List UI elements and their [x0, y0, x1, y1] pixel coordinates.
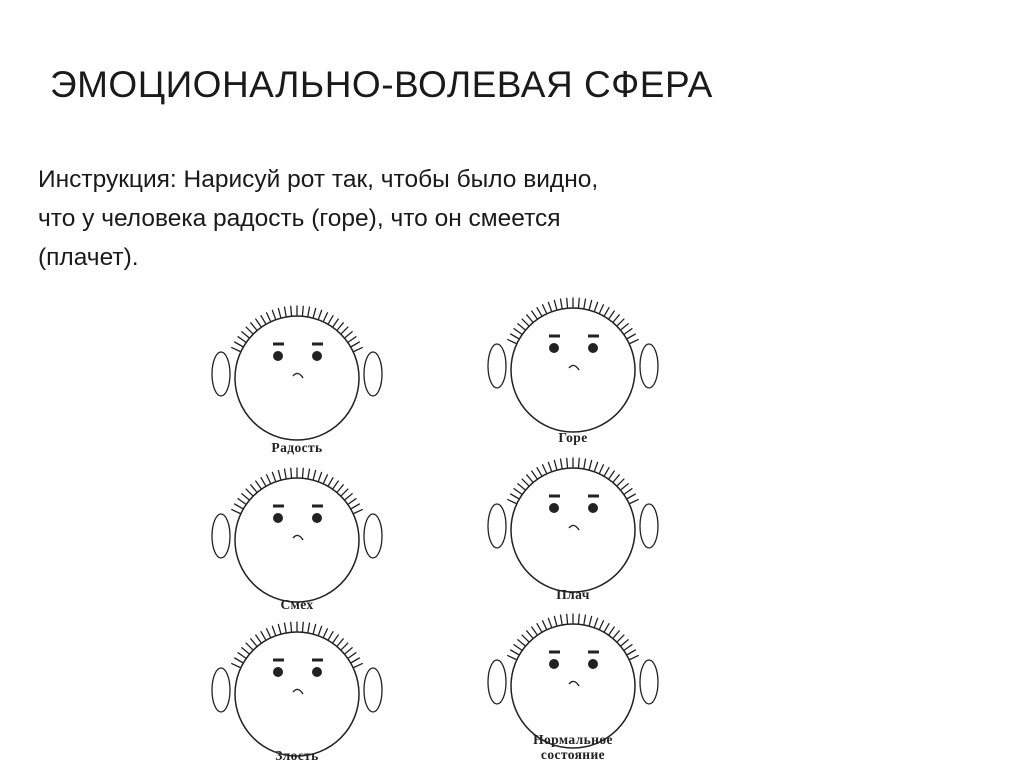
- hair-strand: [605, 308, 610, 316]
- hair-strand: [272, 626, 275, 634]
- hair-strand: [618, 635, 624, 641]
- hair-strand: [267, 313, 271, 321]
- hair-strand: [313, 308, 315, 317]
- hair-strand: [605, 624, 610, 632]
- hair-strand: [508, 656, 516, 660]
- instruction-line-3: (плачет).: [38, 244, 139, 271]
- hair-strand: [584, 459, 586, 468]
- hair-strand: [567, 614, 568, 623]
- hair-strand: [554, 300, 556, 309]
- hair-strand: [278, 624, 280, 633]
- hair-strand: [333, 635, 338, 642]
- face-grief: [478, 288, 668, 456]
- hair-strand: [238, 337, 245, 342]
- hair-strand: [630, 340, 638, 344]
- left-ear: [488, 504, 506, 548]
- hair-strand: [621, 484, 628, 490]
- hair-strand: [329, 632, 334, 640]
- hair-strand: [349, 653, 356, 658]
- face-label-crying: Плач: [556, 587, 590, 602]
- hair-strand: [543, 465, 547, 473]
- hair-strand: [284, 307, 286, 316]
- hair-strand: [628, 334, 636, 339]
- hair-strand: [261, 316, 266, 324]
- face-label-normal: [478, 732, 668, 762]
- hair-strand: [278, 308, 280, 317]
- instruction-line-1: Инструкция: Нарисуй рот так, чтобы было видно,: [38, 166, 599, 193]
- hair-strand: [625, 645, 632, 650]
- hair-strand: [313, 624, 315, 633]
- hair-strand: [302, 468, 303, 477]
- hair-strand: [342, 327, 348, 333]
- hair-strand: [337, 485, 343, 492]
- hair-strand: [319, 626, 322, 634]
- hair-strand: [319, 310, 322, 318]
- hair-strand: [595, 462, 598, 470]
- hair-strand: [352, 342, 360, 347]
- hair-strand: [354, 664, 362, 668]
- hair-strand: [589, 460, 591, 469]
- hair-strand: [518, 640, 525, 646]
- face-label-anger: Злость: [275, 748, 319, 763]
- right-eye: [588, 343, 598, 353]
- hair-strand: [324, 313, 328, 321]
- hair-strand: [238, 653, 245, 658]
- hair-strand: [609, 311, 614, 318]
- left-eye: [273, 351, 283, 361]
- head-outline: [511, 468, 635, 592]
- face-drawing-crying: [478, 448, 668, 598]
- left-ear: [212, 514, 230, 558]
- hair-strand: [527, 475, 533, 482]
- hair-strand: [609, 627, 614, 634]
- hair-strand: [548, 618, 551, 626]
- hair-strand: [567, 298, 568, 307]
- hair-strand: [621, 324, 628, 330]
- hair-strand: [278, 470, 280, 479]
- hair-strand: [313, 470, 315, 479]
- hair-strand: [508, 500, 516, 504]
- hair-strand: [532, 627, 537, 634]
- face-laughter: [202, 458, 392, 626]
- hair-strand: [235, 658, 243, 663]
- left-eye: [273, 667, 283, 677]
- hair-strand: [508, 340, 516, 344]
- hair-strand: [232, 348, 240, 352]
- hair-strand: [537, 468, 542, 476]
- hair-strand: [319, 472, 322, 480]
- hair-strand: [618, 479, 624, 485]
- hair-strand: [518, 324, 525, 330]
- hair-strand: [527, 631, 533, 638]
- hair-strand: [302, 306, 303, 315]
- hair-strand: [578, 458, 579, 467]
- hair-strand: [589, 616, 591, 625]
- hair-strand: [246, 643, 252, 649]
- hair-strand: [235, 342, 243, 347]
- hair-strand: [251, 323, 257, 330]
- hair-strand: [291, 622, 292, 631]
- hair-strand: [345, 648, 352, 654]
- hair-strand: [232, 664, 240, 668]
- left-ear: [212, 668, 230, 712]
- face-joy: [202, 296, 392, 464]
- right-ear: [640, 660, 658, 704]
- head-outline: [235, 316, 359, 440]
- hair-strand: [308, 623, 310, 632]
- right-ear: [640, 504, 658, 548]
- hair-strand: [242, 648, 249, 654]
- left-eye: [273, 513, 283, 523]
- hair-strand: [256, 319, 261, 326]
- right-eye: [312, 351, 322, 361]
- hair-strand: [613, 475, 619, 482]
- right-ear: [640, 344, 658, 388]
- hair-strand: [354, 510, 362, 514]
- hair-strand: [578, 298, 579, 307]
- hair-strand: [518, 484, 525, 490]
- face-label-normal-line-1: Нормальное: [533, 732, 613, 747]
- hair-strand: [595, 618, 598, 626]
- hair-strand: [349, 499, 356, 504]
- left-ear: [212, 352, 230, 396]
- hair-strand: [345, 494, 352, 500]
- hair-strand: [333, 481, 338, 488]
- hair-strand: [354, 348, 362, 352]
- hair-strand: [511, 650, 519, 655]
- left-ear: [488, 660, 506, 704]
- hair-strand: [613, 315, 619, 322]
- hair-strand: [251, 639, 257, 646]
- hair-strand: [578, 614, 579, 623]
- right-eye: [588, 503, 598, 513]
- hair-strand: [256, 481, 261, 488]
- hair-strand: [595, 302, 598, 310]
- hair-strand: [605, 468, 610, 476]
- hair-strand: [630, 500, 638, 504]
- hair-strand: [272, 472, 275, 480]
- hair-strand: [349, 337, 356, 342]
- right-ear: [364, 514, 382, 558]
- instruction-text: [38, 160, 778, 277]
- hair-strand: [600, 465, 604, 473]
- right-ear: [364, 668, 382, 712]
- hair-strand: [600, 621, 604, 629]
- head-outline: [511, 624, 635, 748]
- hair-strand: [589, 300, 591, 309]
- right-eye: [588, 659, 598, 669]
- hair-strand: [560, 459, 562, 468]
- hair-strand: [291, 468, 292, 477]
- hair-strand: [522, 319, 528, 325]
- face-drawing-laughter: [202, 458, 392, 608]
- left-ear: [488, 344, 506, 388]
- hair-strand: [514, 645, 521, 650]
- hair-strand: [352, 504, 360, 509]
- face-label-laughter: Смех: [280, 597, 314, 612]
- hair-strand: [302, 622, 303, 631]
- slide-title: ЭМОЦИОНАЛЬНО-ВОЛЕВАЯ СФЕРА: [50, 64, 713, 105]
- hair-strand: [625, 329, 632, 334]
- right-eye: [312, 667, 322, 677]
- hair-strand: [628, 494, 636, 499]
- head-outline: [511, 308, 635, 432]
- hair-strand: [621, 640, 628, 646]
- hair-strand: [532, 471, 537, 478]
- left-eye: [549, 343, 559, 353]
- face-drawing-joy: [202, 296, 392, 446]
- hair-strand: [630, 656, 638, 660]
- hair-strand: [329, 316, 334, 324]
- hair-strand: [342, 489, 348, 495]
- instruction-line-2: что у человека радость (горе), что он смеется: [38, 205, 561, 232]
- hair-strand: [238, 499, 245, 504]
- hair-strand: [618, 319, 624, 325]
- hair-strand: [560, 615, 562, 624]
- hair-strand: [246, 489, 252, 495]
- head-outline: [235, 632, 359, 756]
- face-label-grief: Горе: [558, 430, 588, 445]
- face-drawing-grief: [478, 288, 668, 438]
- hair-strand: [548, 462, 551, 470]
- hair-strand: [324, 475, 328, 483]
- hair-strand: [251, 485, 257, 492]
- hair-strand: [242, 494, 249, 500]
- right-eye: [312, 513, 322, 523]
- hair-strand: [267, 629, 271, 637]
- hair-strand: [514, 489, 521, 494]
- hair-strand: [543, 621, 547, 629]
- hair-strand: [511, 334, 519, 339]
- hair-strand: [333, 319, 338, 326]
- hair-strand: [511, 494, 519, 499]
- hair-strand: [600, 305, 604, 313]
- hair-strand: [522, 635, 528, 641]
- hair-strand: [609, 471, 614, 478]
- hair-strand: [261, 478, 266, 486]
- face-drawing-anger: [202, 612, 392, 762]
- hair-strand: [337, 639, 343, 646]
- hair-strand: [532, 311, 537, 318]
- hair-strand: [537, 624, 542, 632]
- hair-strand: [308, 307, 310, 316]
- hair-strand: [514, 329, 521, 334]
- hair-strand: [291, 306, 292, 315]
- hair-strand: [537, 308, 542, 316]
- hair-strand: [527, 315, 533, 322]
- hair-strand: [345, 332, 352, 338]
- hair-strand: [613, 631, 619, 638]
- hair-strand: [625, 489, 632, 494]
- hair-strand: [235, 504, 243, 509]
- hair-strand: [337, 323, 343, 330]
- hair-strand: [554, 460, 556, 469]
- hair-strand: [554, 616, 556, 625]
- hair-strand: [324, 629, 328, 637]
- hair-strand: [284, 469, 286, 478]
- face-label-joy: Радость: [271, 440, 323, 455]
- face-crying: [478, 448, 668, 616]
- left-eye: [549, 503, 559, 513]
- face-anger: [202, 612, 392, 780]
- face-normal: [478, 604, 668, 772]
- hair-strand: [329, 478, 334, 486]
- left-eye: [549, 659, 559, 669]
- hair-strand: [342, 643, 348, 649]
- face-label-normal-line-2: состояние: [540, 747, 606, 762]
- right-ear: [364, 352, 382, 396]
- hair-strand: [548, 302, 551, 310]
- hair-strand: [256, 635, 261, 642]
- hair-strand: [628, 650, 636, 655]
- hair-strand: [308, 469, 310, 478]
- hair-strand: [567, 458, 568, 467]
- head-outline: [235, 478, 359, 602]
- hair-strand: [267, 475, 271, 483]
- hair-strand: [272, 310, 275, 318]
- hair-strand: [560, 299, 562, 308]
- hair-strand: [522, 479, 528, 485]
- hair-strand: [584, 615, 586, 624]
- hair-strand: [584, 299, 586, 308]
- hair-strand: [232, 510, 240, 514]
- hair-strand: [242, 332, 249, 338]
- hair-strand: [352, 658, 360, 663]
- hair-strand: [543, 305, 547, 313]
- hair-strand: [261, 632, 266, 640]
- hair-strand: [246, 327, 252, 333]
- hair-strand: [284, 623, 286, 632]
